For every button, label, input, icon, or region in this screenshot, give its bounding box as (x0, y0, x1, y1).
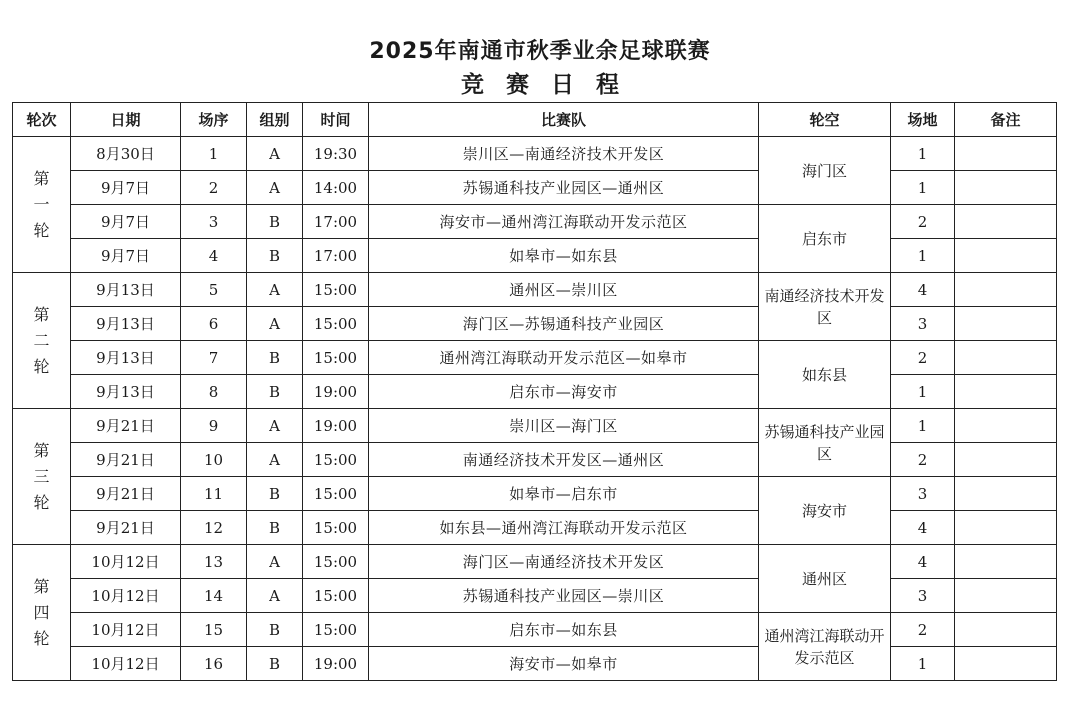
teams-cell: 苏锡通科技产业园区—崇川区 (369, 579, 759, 613)
remarks-cell (955, 647, 1057, 681)
table-row (13, 273, 1057, 307)
venue-cell: 3 (891, 579, 955, 613)
group-cell: A (247, 273, 303, 307)
teams-cell: 海门区—南通经济技术开发区 (369, 545, 759, 579)
header-match-no: 场序 (181, 103, 247, 137)
table-row (13, 171, 1057, 205)
round-label-char: 第 (33, 576, 50, 596)
venue-cell: 4 (891, 273, 955, 307)
group-cell: A (247, 545, 303, 579)
group-cell: A (247, 307, 303, 341)
date-cell: 10月12日 (71, 647, 181, 681)
time-cell: 19:00 (303, 375, 369, 409)
round-label-cell (13, 273, 71, 409)
venue-cell: 2 (891, 341, 955, 375)
document-title: 2025年南通市秋季业余足球联赛 (369, 39, 711, 64)
time-cell: 14:00 (303, 171, 369, 205)
time-cell: 15:00 (303, 545, 369, 579)
group-cell: B (247, 647, 303, 681)
bye-cell: 通州区 (759, 545, 891, 613)
round-label-char: 第 (33, 168, 50, 188)
teams-cell: 如东县—通州湾江海联动开发示范区 (369, 511, 759, 545)
time-cell: 15:00 (303, 341, 369, 375)
venue-cell: 4 (891, 511, 955, 545)
header-teams: 比赛队 (369, 103, 759, 137)
table-row (13, 375, 1057, 409)
bye-cell: 海安市 (759, 477, 891, 545)
venue-cell: 1 (891, 375, 955, 409)
bye-cell: 如东县 (759, 341, 891, 409)
match-no-cell: 5 (181, 273, 247, 307)
date-cell: 9月21日 (71, 409, 181, 443)
remarks-cell (955, 477, 1057, 511)
bye-cell: 启东市 (759, 205, 891, 273)
bye-cell: 通州湾江海联动开发示范区 (759, 613, 891, 681)
round-label-char: 三 (33, 466, 50, 486)
venue-cell: 2 (891, 613, 955, 647)
header-remarks: 备注 (955, 103, 1057, 137)
date-cell: 9月21日 (71, 443, 181, 477)
remarks-cell (955, 613, 1057, 647)
remarks-cell (955, 409, 1057, 443)
table-row (13, 443, 1057, 477)
match-no-cell: 16 (181, 647, 247, 681)
venue-cell: 1 (891, 137, 955, 171)
date-cell: 10月12日 (71, 613, 181, 647)
date-cell: 9月13日 (71, 375, 181, 409)
match-no-cell: 10 (181, 443, 247, 477)
table-row (13, 341, 1057, 375)
round-label-cell (13, 409, 71, 545)
match-no-cell: 12 (181, 511, 247, 545)
round-label-char: 二 (33, 330, 50, 350)
group-cell: B (247, 477, 303, 511)
time-cell: 15:00 (303, 477, 369, 511)
match-no-cell: 6 (181, 307, 247, 341)
date-cell: 9月7日 (71, 239, 181, 273)
date-cell: 9月13日 (71, 341, 181, 375)
teams-cell: 南通经济技术开发区—通州区 (369, 443, 759, 477)
teams-cell: 海安市—如皋市 (369, 647, 759, 681)
round-label-char: 轮 (33, 356, 50, 376)
venue-cell: 1 (891, 239, 955, 273)
date-cell: 9月21日 (71, 511, 181, 545)
remarks-cell (955, 239, 1057, 273)
group-cell: A (247, 409, 303, 443)
teams-cell: 崇川区—南通经济技术开发区 (369, 137, 759, 171)
match-no-cell: 14 (181, 579, 247, 613)
teams-cell: 海门区—苏锡通科技产业园区 (369, 307, 759, 341)
group-cell: A (247, 137, 303, 171)
match-no-cell: 4 (181, 239, 247, 273)
remarks-cell (955, 205, 1057, 239)
header-round: 轮次 (13, 103, 71, 137)
date-cell: 9月7日 (71, 205, 181, 239)
table-row (13, 409, 1057, 443)
round-label-char: 轮 (33, 220, 50, 240)
schedule-table (12, 102, 1057, 681)
match-no-cell: 3 (181, 205, 247, 239)
group-cell: B (247, 613, 303, 647)
table-row (13, 205, 1057, 239)
remarks-cell (955, 443, 1057, 477)
header-date: 日期 (71, 103, 181, 137)
time-cell: 15:00 (303, 443, 369, 477)
venue-cell: 3 (891, 307, 955, 341)
match-no-cell: 15 (181, 613, 247, 647)
remarks-cell (955, 375, 1057, 409)
match-no-cell: 7 (181, 341, 247, 375)
time-cell: 17:00 (303, 239, 369, 273)
venue-cell: 1 (891, 647, 955, 681)
round-label-char: 轮 (33, 628, 50, 648)
match-no-cell: 11 (181, 477, 247, 511)
remarks-cell (955, 341, 1057, 375)
group-cell: B (247, 341, 303, 375)
remarks-cell (955, 171, 1057, 205)
group-cell: B (247, 239, 303, 273)
date-cell: 9月21日 (71, 477, 181, 511)
teams-cell: 海安市—通州湾江海联动开发示范区 (369, 205, 759, 239)
header-time: 时间 (303, 103, 369, 137)
round-label-char: 第 (33, 440, 50, 460)
match-no-cell: 9 (181, 409, 247, 443)
remarks-cell (955, 579, 1057, 613)
teams-cell: 启东市—海安市 (369, 375, 759, 409)
match-no-cell: 8 (181, 375, 247, 409)
table-row (13, 477, 1057, 511)
table-row (13, 137, 1057, 171)
remarks-cell (955, 511, 1057, 545)
time-cell: 19:00 (303, 647, 369, 681)
teams-cell: 通州区—崇川区 (369, 273, 759, 307)
table-row (13, 307, 1057, 341)
venue-cell: 4 (891, 545, 955, 579)
date-cell: 10月12日 (71, 579, 181, 613)
table-row (13, 545, 1057, 579)
time-cell: 15:00 (303, 273, 369, 307)
table-row (13, 613, 1057, 647)
time-cell: 17:00 (303, 205, 369, 239)
table-row (13, 647, 1057, 681)
table-header-row (13, 103, 1057, 137)
time-cell: 19:30 (303, 137, 369, 171)
remarks-cell (955, 137, 1057, 171)
round-label-char: 一 (33, 194, 50, 214)
group-cell: A (247, 171, 303, 205)
venue-cell: 1 (891, 409, 955, 443)
date-cell: 8月30日 (71, 137, 181, 171)
time-cell: 15:00 (303, 579, 369, 613)
time-cell: 15:00 (303, 307, 369, 341)
date-cell: 9月7日 (71, 171, 181, 205)
teams-cell: 如皋市—启东市 (369, 477, 759, 511)
table-body (13, 137, 1057, 681)
remarks-cell (955, 307, 1057, 341)
date-cell: 10月12日 (71, 545, 181, 579)
group-cell: A (247, 579, 303, 613)
header-bye: 轮空 (759, 103, 891, 137)
venue-cell: 2 (891, 205, 955, 239)
match-no-cell: 13 (181, 545, 247, 579)
venue-cell: 2 (891, 443, 955, 477)
group-cell: B (247, 511, 303, 545)
header-venue: 场地 (891, 103, 955, 137)
bye-cell: 南通经济技术开发区 (759, 273, 891, 341)
round-label-cell (13, 137, 71, 273)
group-cell: B (247, 375, 303, 409)
teams-cell: 苏锡通科技产业园区—通州区 (369, 171, 759, 205)
table-row (13, 239, 1057, 273)
venue-cell: 3 (891, 477, 955, 511)
teams-cell: 启东市—如东县 (369, 613, 759, 647)
group-cell: B (247, 205, 303, 239)
remarks-cell (955, 273, 1057, 307)
round-label-cell (13, 545, 71, 681)
document-subtitle: 竞赛日程 (461, 72, 641, 98)
teams-cell: 如皋市—如东县 (369, 239, 759, 273)
bye-cell: 海门区 (759, 137, 891, 205)
date-cell: 9月13日 (71, 307, 181, 341)
teams-cell: 崇川区—海门区 (369, 409, 759, 443)
group-cell: A (247, 443, 303, 477)
remarks-cell (955, 545, 1057, 579)
round-label-char: 轮 (33, 492, 50, 512)
venue-cell: 1 (891, 171, 955, 205)
time-cell: 15:00 (303, 511, 369, 545)
table-row (13, 579, 1057, 613)
match-no-cell: 2 (181, 171, 247, 205)
round-label-char: 第 (33, 304, 50, 324)
table-row (13, 511, 1057, 545)
match-no-cell: 1 (181, 137, 247, 171)
time-cell: 15:00 (303, 613, 369, 647)
header-group: 组别 (247, 103, 303, 137)
round-label-char: 四 (33, 602, 50, 622)
bye-cell: 苏锡通科技产业园区 (759, 409, 891, 477)
time-cell: 19:00 (303, 409, 369, 443)
teams-cell: 通州湾江海联动开发示范区—如皋市 (369, 341, 759, 375)
date-cell: 9月13日 (71, 273, 181, 307)
